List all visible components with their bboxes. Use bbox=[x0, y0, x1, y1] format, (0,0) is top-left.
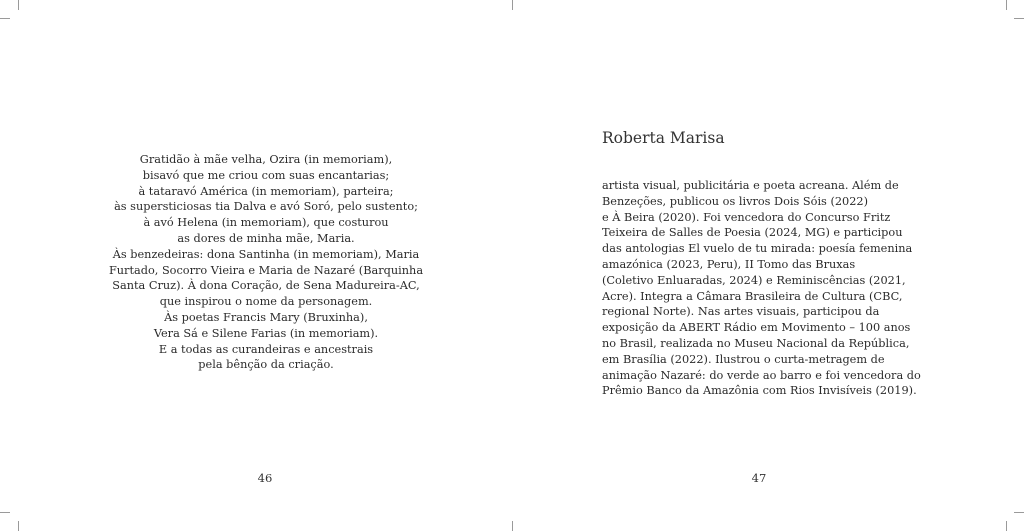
right-page bbox=[512, 0, 1024, 531]
bio-line: (Coletivo Enluaradas, 2024) e Reminiscências (2021, bbox=[602, 273, 906, 287]
dedication-line: às supersticiosas tia Dalva e avó Soró, pelo sustento; bbox=[114, 200, 418, 214]
page-number: 46 bbox=[257, 471, 273, 485]
bio-line: das antologias El vuelo de tu mirada: poesía femenina bbox=[602, 242, 913, 256]
dedication-text bbox=[70, 152, 462, 373]
page-number: 47 bbox=[751, 471, 767, 485]
bio-line: artista visual, publicitária e poeta acreana. Além de bbox=[602, 179, 899, 192]
dedication-line: Gratidão à mãe velha, Ozira (in memoriam), bbox=[139, 153, 393, 166]
dedication-line: Santa Cruz). À dona Coração, de Sena Madureira-AC, bbox=[112, 279, 420, 293]
dedication-line: à avó Helena (in memoriam), que costurou bbox=[143, 216, 389, 230]
author-bio bbox=[602, 178, 932, 399]
bio-line: exposição da ABERT Rádio em Movimento – 100 anos bbox=[602, 321, 911, 335]
bio-line: animação Nazaré: do verde ao barro e foi vencedora do bbox=[602, 368, 921, 382]
author-name: Roberta Marisa bbox=[602, 129, 725, 147]
dedication-line: bisavó que me criou com suas encantarias; bbox=[142, 168, 390, 182]
dedication-line: E a todas as curandeiras e ancestrais bbox=[158, 342, 374, 356]
bio-line: Teixeira de Salles de Poesia (2024, MG) e participou bbox=[602, 226, 903, 240]
dedication-line: Furtado, Socorro Vieira e Maria de Nazaré (Barquinha bbox=[108, 263, 424, 277]
dedication-line: Às benzedeiras: dona Santinha (in memoriam), Maria bbox=[112, 247, 420, 261]
dedication-line: à tataravó América (in memoriam), parteira; bbox=[138, 184, 394, 198]
bio-line: Benzeções, publicou os livros Dois Sóis (2022) bbox=[602, 194, 869, 208]
dedication-line: pela bênção da criação. bbox=[198, 358, 334, 372]
bio-line: no Brasil, realizada no Museu Nacional da República, bbox=[602, 336, 910, 350]
bio-line: amazónica (2023, Peru), II Tomo das Bruxas bbox=[602, 257, 856, 271]
bio-line: Prêmio Banco da Amazônia com Rios Invisíveis (2019). bbox=[602, 384, 917, 398]
dedication-line: que inspirou o nome da personagem. bbox=[159, 295, 373, 309]
dedication-line: Às poetas Francis Mary (Bruxinha), bbox=[164, 310, 368, 324]
dedication-line: as dores de minha mãe, Maria. bbox=[177, 231, 355, 245]
bio-line: Acre). Integra a Câmara Brasileira de Cultura (CBC, bbox=[602, 289, 903, 303]
dedication-line: Vera Sá e Silene Farias (in memoriam). bbox=[153, 326, 379, 340]
bio-line: e À Beira (2020). Foi vencedora do Concurso Fritz bbox=[602, 210, 891, 224]
bio-line: em Brasília (2022). Ilustrou o curta-metragem de bbox=[602, 352, 885, 366]
bio-line: regional Norte). Nas artes visuais, participou da bbox=[602, 305, 880, 319]
